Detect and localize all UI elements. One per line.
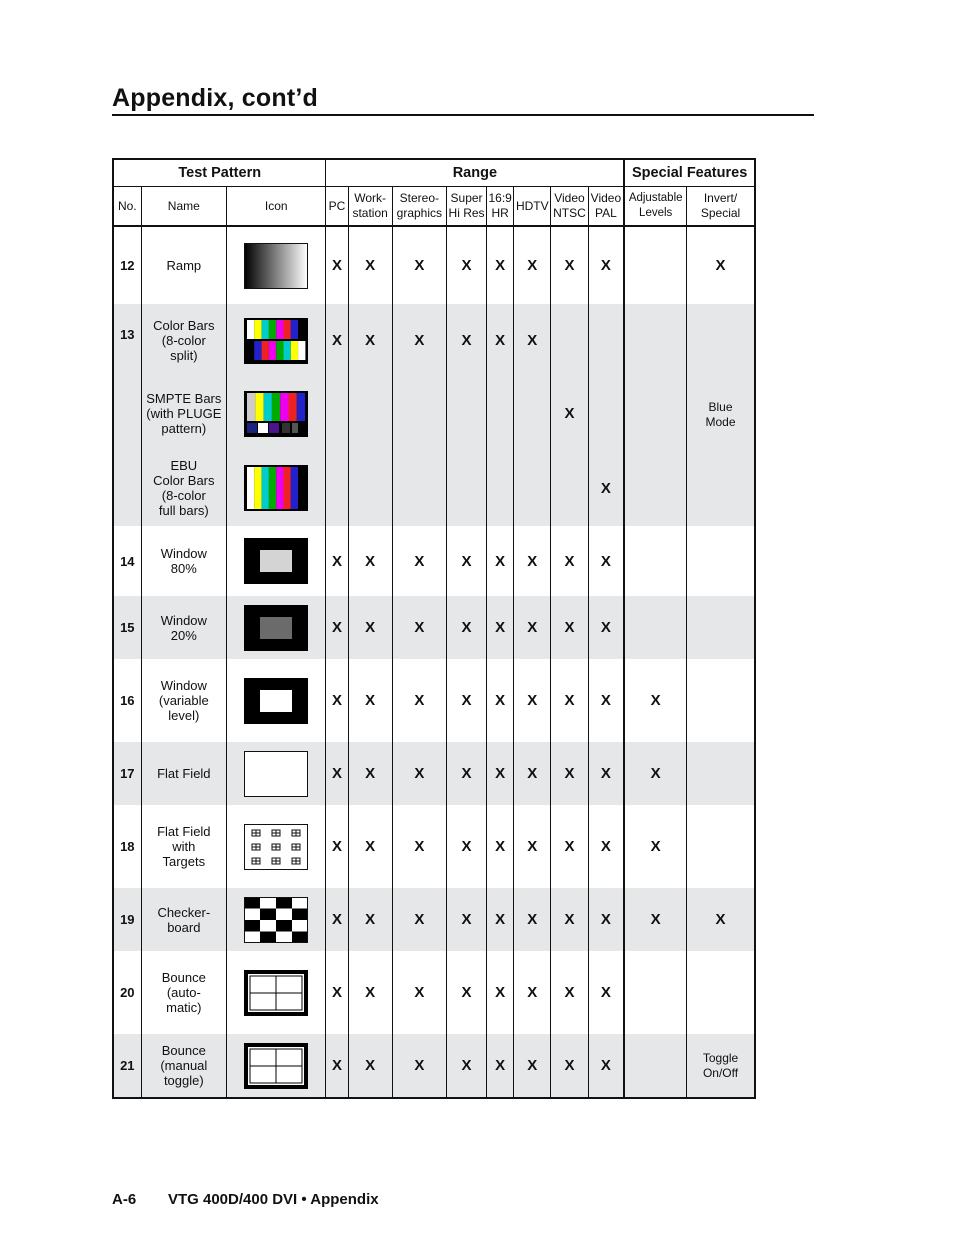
col-header-invert-special: Invert/ Special	[687, 187, 755, 227]
bounce-manual-icon	[227, 1043, 325, 1089]
invert-special-mark	[687, 526, 755, 596]
range-mark-super-hi-res	[446, 377, 486, 450]
range-mark-super-hi-res: X	[446, 596, 486, 659]
range-mark-16-9-hr: X	[487, 596, 514, 659]
range-mark-pc: X	[326, 304, 348, 377]
group-header-special-features: Special Features	[624, 159, 755, 187]
ebu-color-bars-icon	[227, 465, 325, 511]
range-mark-pc: X	[326, 888, 348, 951]
row-number: 12	[120, 258, 135, 273]
range-mark-video-ntsc: X	[551, 526, 588, 596]
pattern-name: Window 80%	[141, 526, 226, 596]
pattern-name: Window 20%	[141, 596, 226, 659]
range-mark-pc	[326, 450, 348, 526]
range-mark-pc	[326, 377, 348, 450]
page-title: Appendix, cont’d	[112, 84, 318, 112]
checkerboard-icon	[227, 897, 325, 943]
adjustable-levels-mark	[624, 526, 686, 596]
pattern-name: Bounce (auto- matic)	[141, 951, 226, 1034]
range-mark-video-pal: X	[588, 742, 624, 805]
range-mark-hdtv: X	[514, 226, 551, 304]
range-mark-stereographics: X	[392, 888, 446, 951]
range-mark-hdtv: X	[514, 742, 551, 805]
range-mark-video-pal: X	[588, 659, 624, 742]
range-mark-video-ntsc: X	[551, 1034, 588, 1098]
range-mark-workstation: X	[348, 1034, 392, 1098]
row-number: 17	[120, 766, 135, 781]
range-mark-16-9-hr	[487, 377, 514, 450]
range-mark-hdtv: X	[514, 526, 551, 596]
group-header-test-pattern: Test Pattern	[113, 159, 326, 187]
range-mark-super-hi-res: X	[446, 526, 486, 596]
range-mark-video-pal: X	[588, 596, 624, 659]
range-mark-video-ntsc: X	[551, 888, 588, 951]
range-mark-16-9-hr: X	[487, 1034, 514, 1098]
table-row	[113, 742, 755, 805]
table-row	[113, 1034, 755, 1098]
col-header-workstation: Work- station	[348, 187, 392, 227]
table-row	[113, 659, 755, 742]
row-number: 18	[120, 839, 135, 854]
row-number: 21	[120, 1058, 135, 1073]
bounce-auto-icon	[227, 970, 325, 1016]
range-mark-pc: X	[326, 1034, 348, 1098]
pattern-icon-cell	[227, 951, 326, 1034]
row-number: 19	[120, 912, 135, 927]
range-mark-video-ntsc: X	[551, 596, 588, 659]
pattern-icon-cell	[227, 304, 326, 377]
range-mark-video-pal	[588, 377, 624, 450]
range-mark-16-9-hr: X	[487, 226, 514, 304]
pattern-name: Checker- board	[141, 888, 226, 951]
pattern-name: Window (variable level)	[141, 659, 226, 742]
flat-field-targets-icon	[227, 824, 325, 870]
range-mark-stereographics	[392, 377, 446, 450]
range-mark-16-9-hr: X	[487, 888, 514, 951]
range-mark-pc: X	[326, 742, 348, 805]
range-mark-16-9-hr: X	[487, 659, 514, 742]
row-number: 13	[120, 327, 135, 342]
col-header-super-hi-res: Super Hi Res	[446, 187, 486, 227]
col-header-video-pal: Video PAL	[588, 187, 624, 227]
range-mark-super-hi-res: X	[446, 226, 486, 304]
adjustable-levels-mark	[624, 226, 686, 304]
adjustable-levels-mark: X	[624, 888, 686, 951]
range-mark-pc: X	[326, 596, 348, 659]
table-row	[113, 888, 755, 951]
range-mark-super-hi-res: X	[446, 659, 486, 742]
range-mark-video-ntsc: X	[551, 226, 588, 304]
pattern-name: SMPTE Bars (with PLUGE pattern)	[141, 377, 226, 450]
range-mark-video-ntsc: X	[551, 659, 588, 742]
range-mark-video-pal: X	[588, 226, 624, 304]
range-mark-super-hi-res: X	[446, 805, 486, 888]
range-mark-workstation: X	[348, 596, 392, 659]
range-mark-video-pal	[588, 304, 624, 377]
range-mark-stereographics: X	[392, 951, 446, 1034]
range-mark-stereographics: X	[392, 226, 446, 304]
range-mark-super-hi-res: X	[446, 888, 486, 951]
range-mark-super-hi-res: X	[446, 304, 486, 377]
invert-special-mark	[687, 596, 755, 659]
range-mark-super-hi-res	[446, 450, 486, 526]
range-mark-workstation: X	[348, 742, 392, 805]
range-mark-stereographics: X	[392, 659, 446, 742]
range-mark-video-ntsc	[551, 450, 588, 526]
table-row	[113, 226, 755, 304]
col-header-stereographics: Stereo- graphics	[392, 187, 446, 227]
color-bars-split-icon	[227, 318, 325, 364]
table-row	[113, 526, 755, 596]
adjustable-levels-mark	[624, 951, 686, 1034]
col-header-16-9-hr: 16:9 HR	[487, 187, 514, 227]
table-row	[113, 805, 755, 888]
range-mark-16-9-hr: X	[487, 951, 514, 1034]
range-mark-stereographics: X	[392, 742, 446, 805]
footer-document-title: VTG 400D/400 DVI • Appendix	[168, 1191, 379, 1208]
invert-special-mark	[687, 659, 755, 742]
range-mark-video-pal: X	[588, 805, 624, 888]
range-mark-stereographics: X	[392, 526, 446, 596]
range-mark-hdtv: X	[514, 888, 551, 951]
range-mark-hdtv: X	[514, 951, 551, 1034]
table-row	[113, 596, 755, 659]
table-row	[113, 951, 755, 1034]
test-pattern-table	[112, 158, 756, 1098]
range-mark-video-pal: X	[588, 526, 624, 596]
col-header-icon: Icon	[227, 187, 326, 227]
pattern-name: Bounce (manual toggle)	[141, 1034, 226, 1098]
pattern-name: EBU Color Bars (8-color full bars)	[141, 450, 226, 526]
range-mark-workstation	[348, 450, 392, 526]
col-header-name: Name	[141, 187, 226, 227]
range-mark-video-ntsc	[551, 304, 588, 377]
range-mark-pc: X	[326, 659, 348, 742]
col-header-hdtv: HDTV	[514, 187, 551, 227]
range-mark-16-9-hr: X	[487, 304, 514, 377]
range-mark-16-9-hr: X	[487, 805, 514, 888]
pattern-icon-cell	[227, 1034, 326, 1098]
range-mark-stereographics	[392, 450, 446, 526]
range-mark-hdtv: X	[514, 596, 551, 659]
adjustable-levels-mark	[624, 1034, 686, 1098]
range-mark-video-pal: X	[588, 951, 624, 1034]
col-header-adjustable-levels: Adjustable Levels	[624, 187, 686, 227]
range-mark-hdtv: X	[514, 1034, 551, 1098]
range-mark-stereographics: X	[392, 596, 446, 659]
range-mark-video-pal: X	[588, 1034, 624, 1098]
invert-special-mark	[687, 805, 755, 888]
invert-special-mark	[687, 951, 755, 1034]
row-number: 20	[120, 985, 135, 1000]
invert-special-mark: X	[687, 888, 755, 951]
pattern-name: Flat Field	[141, 742, 226, 805]
pattern-name: Flat Field with Targets	[141, 805, 226, 888]
range-mark-hdtv	[514, 450, 551, 526]
adjustable-levels-mark	[624, 596, 686, 659]
smpte-bars-icon	[227, 391, 325, 437]
range-mark-super-hi-res: X	[446, 951, 486, 1034]
range-mark-16-9-hr: X	[487, 742, 514, 805]
adjustable-levels-mark: X	[624, 742, 686, 805]
range-mark-hdtv: X	[514, 805, 551, 888]
title-rule	[112, 114, 814, 116]
range-mark-workstation: X	[348, 951, 392, 1034]
invert-special-mark: X	[687, 226, 755, 304]
row-number: 16	[120, 693, 135, 708]
pattern-icon-cell	[227, 526, 326, 596]
invert-special-mark	[687, 742, 755, 805]
range-mark-video-ntsc: X	[551, 742, 588, 805]
adjustable-levels-mark	[624, 304, 686, 526]
col-header-video-ntsc: Video NTSC	[551, 187, 588, 227]
range-mark-pc: X	[326, 951, 348, 1034]
range-mark-workstation	[348, 377, 392, 450]
pattern-icon-cell	[227, 659, 326, 742]
window-20-icon	[227, 605, 325, 651]
window-variable-icon	[227, 678, 325, 724]
row-number: 15	[120, 620, 135, 635]
ramp-gradient-icon	[227, 243, 325, 289]
pattern-icon-cell	[227, 805, 326, 888]
page-footer	[112, 1191, 379, 1208]
range-mark-video-ntsc: X	[551, 377, 588, 450]
range-mark-workstation: X	[348, 304, 392, 377]
range-mark-hdtv	[514, 377, 551, 450]
range-mark-video-ntsc: X	[551, 805, 588, 888]
pattern-icon-cell	[227, 226, 326, 304]
range-mark-video-ntsc: X	[551, 951, 588, 1034]
range-mark-super-hi-res: X	[446, 1034, 486, 1098]
pattern-name: Ramp	[141, 226, 226, 304]
pattern-icon-cell	[227, 742, 326, 805]
range-mark-stereographics: X	[392, 1034, 446, 1098]
range-mark-workstation: X	[348, 659, 392, 742]
flat-field-icon	[227, 751, 325, 797]
pattern-icon-cell	[227, 450, 326, 526]
range-mark-16-9-hr	[487, 450, 514, 526]
pattern-icon-cell	[227, 377, 326, 450]
invert-special-mark: Toggle On/Off	[687, 1034, 755, 1098]
footer-page-number: A-6	[112, 1191, 137, 1208]
adjustable-levels-mark: X	[624, 659, 686, 742]
pattern-icon-cell	[227, 888, 326, 951]
window-80-icon	[227, 538, 325, 584]
range-mark-pc: X	[326, 805, 348, 888]
range-mark-stereographics: X	[392, 304, 446, 377]
adjustable-levels-mark: X	[624, 805, 686, 888]
range-mark-video-pal: X	[588, 450, 624, 526]
table-row	[113, 304, 755, 377]
range-mark-stereographics: X	[392, 805, 446, 888]
range-mark-16-9-hr: X	[487, 526, 514, 596]
range-mark-workstation: X	[348, 226, 392, 304]
invert-special-mark: Blue Mode	[687, 304, 755, 526]
row-number: 14	[120, 553, 135, 569]
range-mark-hdtv: X	[514, 659, 551, 742]
col-header-no: No.	[113, 187, 141, 227]
pattern-icon-cell	[227, 596, 326, 659]
range-mark-workstation: X	[348, 526, 392, 596]
range-mark-super-hi-res: X	[446, 742, 486, 805]
range-mark-workstation: X	[348, 888, 392, 951]
range-mark-pc: X	[326, 526, 348, 596]
range-mark-pc: X	[326, 226, 348, 304]
col-header-pc: PC	[326, 187, 348, 227]
range-mark-workstation: X	[348, 805, 392, 888]
range-mark-video-pal: X	[588, 888, 624, 951]
range-mark-hdtv: X	[514, 304, 551, 377]
pattern-name: Color Bars (8-color split)	[141, 304, 226, 377]
group-header-range: Range	[326, 159, 624, 187]
